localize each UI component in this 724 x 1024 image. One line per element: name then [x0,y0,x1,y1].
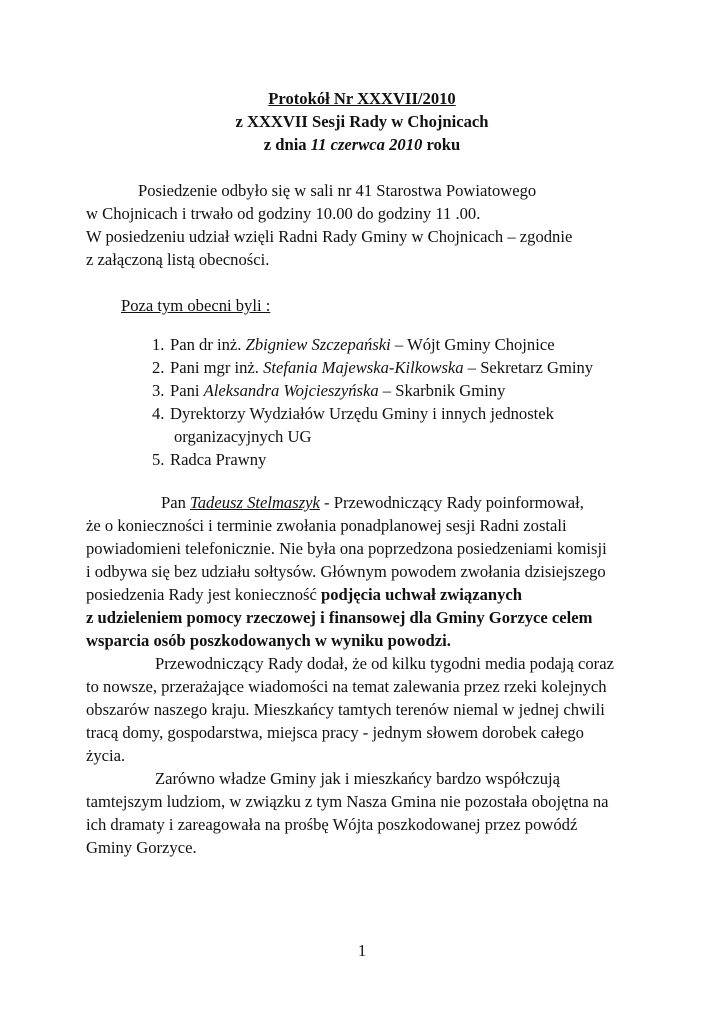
body-line: to nowsze, przerażające wiadomości na temat zalewania przez rzeki kolejnych [86,677,607,696]
intro-line: W posiedzeniu udział wzięli Radni Rady Gminy w Chojnicach – zgodnie [86,227,573,246]
protocol-title: Protokół Nr XXXVII/2010 [268,89,456,108]
attendee-name: Zbigniew Szczepański [245,335,391,354]
body-line: Gminy Gorzyce. [86,838,197,857]
attendee-item [152,380,505,403]
body-emphasis: podjęcia uchwał związanych [321,585,522,604]
attendee-name: Stefania Majewska-Kilkowska [263,358,464,377]
item-role: – Sekretarz Gminy [463,358,594,377]
item-text: Dyrektorzy Wydziałów Urzędu Gminy i innych jednostek [170,404,554,423]
attendee-item [152,357,593,380]
attendee-name: Aleksandra Wojcieszyńska [203,381,379,400]
body-line: ich dramaty i zareagowała na prośbę Wójta poszkodowanej przez powódź [86,815,578,834]
intro-line: z załączoną listą obecności. [86,250,270,269]
body-line: Przewodniczący Rady dodał, że od kilku tygodni media podają coraz [155,654,614,673]
body-line-bold: z udzieleniem pomocy rzeczowej i finansowej dla Gminy Gorzyce celem [86,608,593,627]
body-line: tamtejszym ludziom, w związku z tym Nasza Gmina nie pozostała obojętna na [86,792,609,811]
item-number: 1. [152,335,165,354]
body-line: tracą domy, gospodarstwa, miejsca pracy - jednym słowem dorobek całego [86,723,584,742]
session-title: z XXXVII Sesji Rady w Chojnicach [235,112,489,131]
date-value: 11 czerwca 2010 [310,135,423,154]
item-number: 2. [152,358,165,377]
attendee-item [152,449,266,472]
attendee-item-continuation: organizacyjnych UG [174,427,312,446]
body-line [86,584,522,607]
date-suffix: roku [422,135,461,154]
item-prefix: Pan dr inż. [170,335,246,354]
body-line: obszarów naszego kraju. Mieszkańcy tamtych terenów niemal w jednej chwili [86,700,605,719]
body-line: i odbywa się bez udziału sołtysów. Głównym powodem zwołania dzisiejszego [86,562,606,581]
date-prefix: z dnia [263,135,311,154]
body-line [161,492,584,515]
chair-prefix: Pan [161,493,191,512]
body-line: że o konieczności i terminie zwołania ponadplanowej sesji Radni zostali [86,516,567,535]
body-text: posiedzenia Rady jest konieczność [86,585,322,604]
session-date [0,134,724,157]
item-role: – Skarbnik Gminy [378,381,506,400]
chair-text: - Przewodniczący Rady poinformował, [319,493,584,512]
item-role: – Wójt Gminy Chojnice [390,335,555,354]
item-text: Radca Prawny [170,450,267,469]
attendee-item [152,334,555,357]
item-number: 4. [152,404,165,423]
body-line: Zarówno władze Gminy jak i mieszkańcy bardzo współczują [155,769,561,788]
intro-line: Posiedzenie odbyło się w sali nr 41 Starostwa Powiatowego [138,181,537,200]
item-number: 3. [152,381,165,400]
intro-line: w Chojnicach i trwało od godziny 10.00 do godziny 11 .00. [86,204,481,223]
attendee-item [152,403,554,426]
item-prefix: Pani [170,381,204,400]
item-prefix: Pani mgr inż. [170,358,264,377]
attendees-heading: Poza tym obecni byli : [121,296,271,315]
body-line: życia. [86,746,126,765]
item-number: 5. [152,450,165,469]
body-line: powiadomieni telefonicznie. Nie była ona poprzedzona posiedzeniami komisji [86,539,607,558]
chair-name: Tadeusz Stelmaszyk [190,493,320,512]
page-number: 1 [357,941,367,960]
body-line-bold: wsparcia osób poszkodowanych w wyniku powodzi. [86,631,451,650]
